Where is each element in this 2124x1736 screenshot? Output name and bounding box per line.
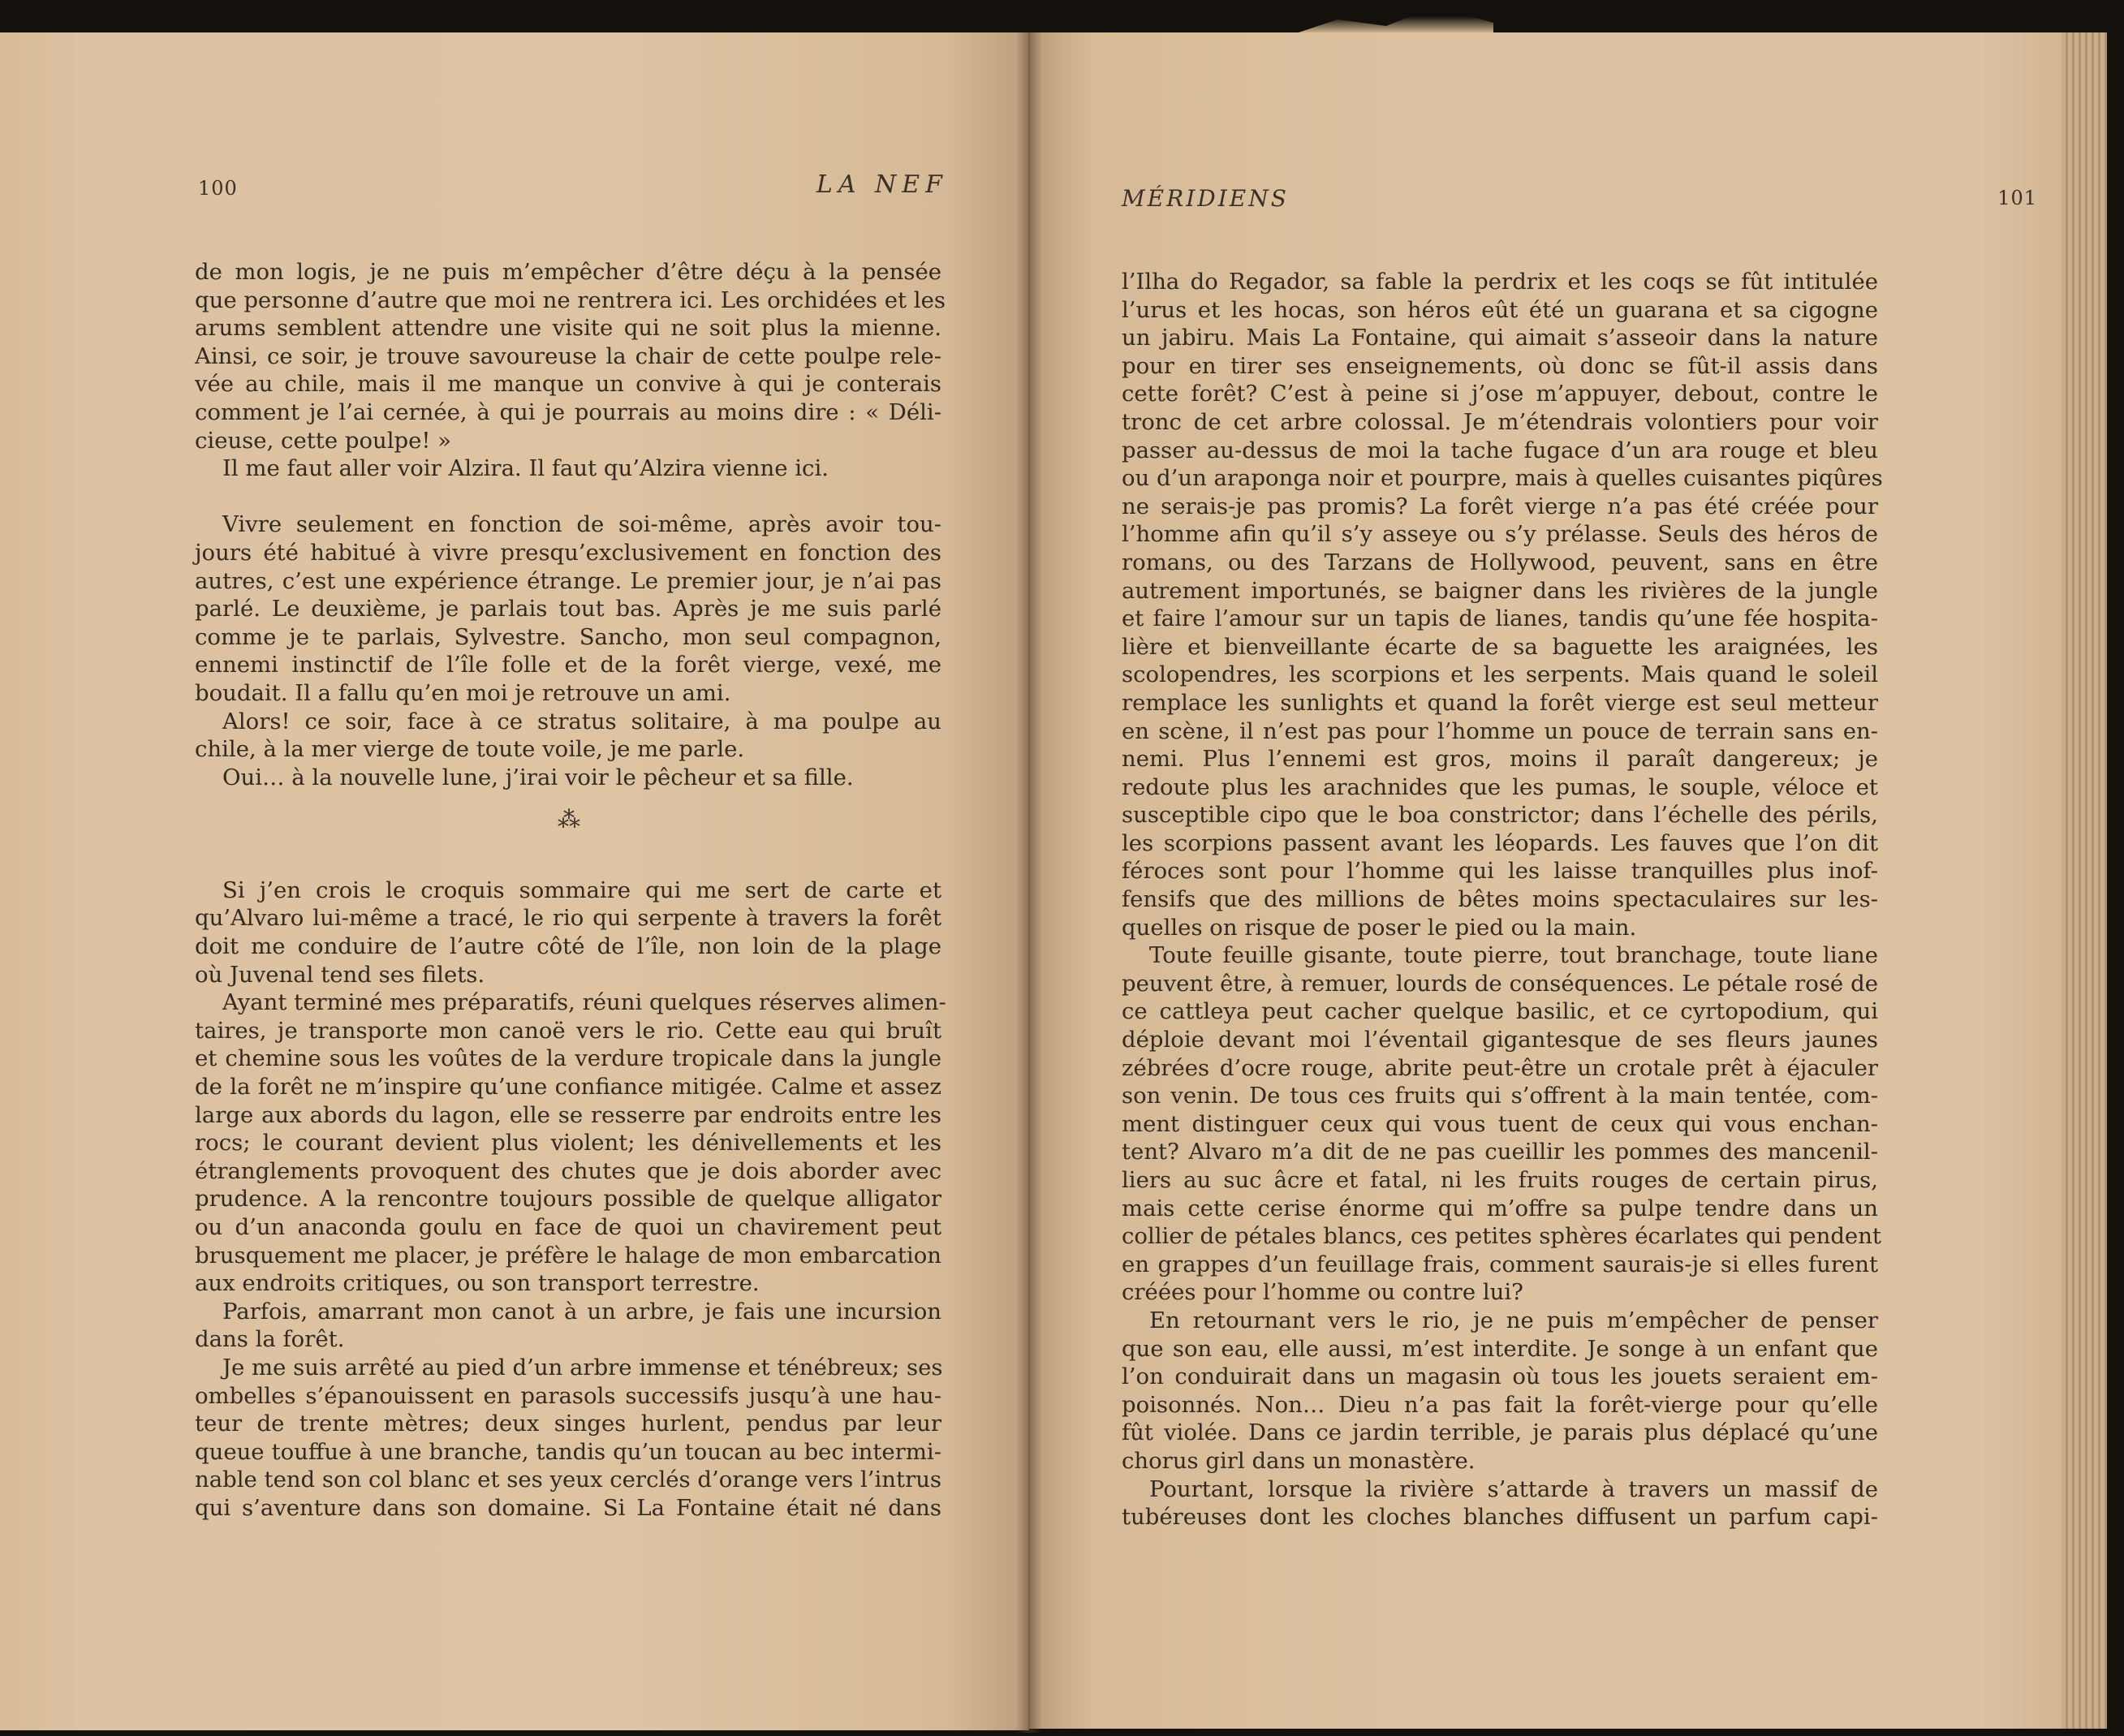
text-line: jours été habitué à vivre presqu’exclusivement en fonction des [195, 539, 941, 566]
text-line: scolopendres, les scorpions et les serpents. Mais quand le soleil [1122, 661, 1878, 688]
text-line: boudait. Il a fallu qu’en moi je retrouve un ami. [195, 679, 731, 706]
text-line: Je me suis arrêté au pied d’un arbre immense et ténébreux; ses [222, 1354, 943, 1381]
text-line: de mon logis, je ne puis m’empêcher d’être déçu à la pensée [195, 259, 941, 285]
text-line: parlé. Le deuxième, je parlais tout bas. Après je me suis parlé [195, 596, 941, 622]
text-line: son venin. De tous ces fruits qui s’offrent à la main tentée, com- [1122, 1083, 1878, 1109]
text-line: Si j’en crois le croquis sommaire qui me sert de carte et [222, 877, 941, 903]
text-line: comment je l’ai cernée, à qui je pourrais au moins dire : « Déli- [195, 398, 941, 425]
text-line: Vivre seulement en fonction de soi-même, après avoir tou- [222, 511, 941, 538]
text-line: taires, je transporte mon canoë vers le rio. Cette eau qui bruît [195, 1017, 941, 1044]
text-line: et chemine sous les voûtes de la verdure tropicale dans la jungle [195, 1045, 941, 1072]
text-line: ou d’un araponga noir et pourpre, mais à quelles cuisantes piqûres [1122, 465, 1883, 492]
text-line: tronc de cet arbre colossal. Je m’étendrais volontiers pour voir [1122, 408, 1878, 435]
text-line: l’Ilha do Regador, sa fable la perdrix et les coqs se fût intitulée [1122, 269, 1878, 295]
text-line: tubéreuses dont les cloches blanches diffusent un parfum capi- [1122, 1504, 1878, 1531]
text-line: Parfois, amarrant mon canot à un arbre, je fais une incursion [222, 1298, 941, 1325]
text-line: comme je te parlais, Sylvestre. Sancho, mon seul compagnon, [195, 623, 941, 650]
text-line: poisonnés. Non… Dieu n’a pas fait la forêt-vierge pour qu’elle [1122, 1391, 1878, 1418]
text-line: que son eau, elle aussi, m’est interdite. Je songe à un enfant que [1122, 1335, 1878, 1362]
text-line: ombelles s’épanouissent en parasols successifs jusqu’à une hau- [195, 1382, 941, 1409]
text-line: chile, à la mer vierge de toute voile, je me parle. [195, 736, 745, 763]
text-line: fensifs que des millions de bêtes moins spectaculaires sur les- [1122, 886, 1878, 913]
book-gutter [1016, 32, 1042, 1733]
page-edges [2062, 32, 2107, 1729]
text-line: prudence. A la rencontre toujours possible de quelque alligator [195, 1186, 941, 1213]
text-line: ne serais-je pas promis? La forêt vierge n’a pas été créée pour [1122, 493, 1878, 519]
text-line: mais cette cerise énorme qui m’offre sa pulpe tendre dans un [1122, 1195, 1878, 1221]
text-line: ment distinguer ceux qui vous tuent de ceux qui vous enchan- [1122, 1110, 1878, 1137]
text-line: queue touffue à une branche, tandis qu’un toucan au bec intermi- [195, 1438, 941, 1465]
text-line: nemi. Plus l’ennemi est gros, moins il paraît dangereux; je [1122, 746, 1878, 773]
text-line: Pourtant, lorsque la rivière s’attarde à travers un massif de [1149, 1475, 1878, 1502]
text-line: nable tend son col blanc et ses yeux cerclés d’orange vers l’intrus [195, 1467, 942, 1493]
text-line: Il me faut aller voir Alzira. Il faut qu’Alzira vienne ici. [222, 455, 829, 482]
left-page [0, 32, 1029, 1730]
text-line: brusquement me placer, je préfère le halage de mon embarcation [195, 1242, 941, 1269]
text-line: féroces sont pour l’homme qui les laisse tranquilles plus inof- [1122, 858, 1878, 885]
text-line: tent? Alvaro m’a dit de ne pas cueillir les pommes des mancenil- [1122, 1139, 1878, 1165]
text-line: créées pour l’homme ou contre lui? [1122, 1279, 1523, 1306]
right-page [1029, 32, 2081, 1729]
text-line: Oui… à la nouvelle lune, j’irai voir le pêcheur et sa fille. [222, 764, 854, 790]
text-line: chorus girl dans un monastère. [1122, 1447, 1476, 1474]
text-line: l’homme afin qu’il s’y asseye ou s’y prélasse. Seuls des héros de [1122, 521, 1878, 548]
text-line: en grappes d’un feuillage frais, comment saurais-je si elles furent [1122, 1251, 1878, 1277]
left-body-text [195, 258, 946, 1523]
text-line: Ayant terminé mes préparatifs, réuni quelques réserves alimen- [222, 989, 946, 1016]
text-line: large aux abords du lagon, elle se resserre par endroits entre les [195, 1101, 941, 1128]
paragraph-gap [195, 848, 941, 877]
text-line: aux endroits critiques, ou son transport terrestre. [195, 1270, 760, 1297]
text-line: autres, c’est une expérience étrange. Le premier jour, je n’ai pas [195, 567, 941, 594]
text-line: qu’Alvaro lui-même a tracé, le rio qui serpente à travers la forêt [195, 905, 941, 932]
text-line: qui s’aventure dans son domaine. Si La Fontaine était né dans [195, 1494, 941, 1521]
text-line: et faire l’amour sur un tapis de lianes, tandis qu’une fée hospita- [1122, 605, 1878, 632]
torn-top-edge [1299, 0, 1493, 32]
text-line: lière et bienveillante écarte de sa baguette les araignées, les [1122, 633, 1878, 660]
text-line: ce cattleya peut cacher quelque basilic, et ce cyrtopodium, qui [1122, 998, 1878, 1025]
text-line: arums semblent attendre une visite qui ne soit plus la mienne. [195, 315, 941, 342]
text-line: que personne d’autre que moi ne rentrera ici. Les orchidées et les [195, 286, 946, 313]
text-line: cieuse, cette poulpe! » [195, 427, 452, 454]
text-line: Toute feuille gisante, toute pierre, tout branchage, toute liane [1149, 942, 1878, 969]
text-line: Alors! ce soir, face à ce stratus solitaire, à ma poulpe au [222, 708, 941, 734]
right-body-text [1122, 268, 1883, 1531]
text-line: peuvent être, à remuer, lourds de conséquences. Le pétale rosé de [1122, 970, 1878, 997]
text-line: autrement importunés, se baigner dans les rivières de la jungle [1122, 577, 1878, 604]
text-line: l’on conduirait dans un magasin où tous les jouets seraient em- [1122, 1363, 1878, 1390]
right-running-head: MÉRIDIENS [1122, 185, 1289, 212]
text-line: En retournant vers le rio, je ne puis m’empêcher de penser [1149, 1307, 1878, 1333]
text-line: étranglements provoquent des chutes que je dois aborder avec [195, 1157, 941, 1184]
text-line: romans, ou des Tarzans de Hollywood, peuvent, sans en être [1122, 549, 1878, 575]
right-page-number: 101 [1997, 187, 2037, 209]
text-line: remplace les sunlights et quand la forêt vierge est seul metteur [1122, 689, 1878, 716]
text-line: doit me conduire de l’autre côté de l’île, non loin de la plage [195, 933, 941, 960]
left-page-number: 100 [198, 177, 238, 200]
text-line: passer au-dessus de moi la tache fugace d’un ara rouge et bleu [1122, 437, 1878, 463]
text-line: dans la forêt. [195, 1326, 345, 1353]
text-line: susceptible cipo que le boa constrictor; dans l’échelle des périls, [1122, 802, 1878, 829]
text-line: cette forêt? C’est à peine si j’ose m’appuyer, debout, contre le [1122, 381, 1878, 407]
text-line: liers au suc âcre et fatal, ni les fruits rouges de certain pirus, [1122, 1167, 1878, 1193]
text-line: collier de pétales blancs, ces petites sphères écarlates qui pendent [1122, 1223, 1881, 1250]
text-line: les scorpions passent avant les léopards. Les fauves que l’on dit [1122, 829, 1878, 856]
text-line: ou d’un anaconda goulu en face de quoi un chavirement peut [195, 1214, 941, 1240]
section-ornament: ⁂ [558, 806, 579, 834]
left-running-head: LA NEF [816, 170, 948, 199]
text-line: pour en tirer ses enseignements, où donc se fût-il assis dans [1122, 352, 1878, 379]
text-line: déploie devant moi l’éventail gigantesque de ses fleurs jaunes [1122, 1027, 1878, 1053]
text-line: l’urus et les hocas, son héros eût été un guarana et sa cigogne [1122, 296, 1878, 323]
text-line: où Juvenal tend ses filets. [195, 961, 485, 988]
text-line: de la forêt ne m’inspire qu’une confiance mitigée. Calme et assez [195, 1074, 941, 1101]
text-line: Ainsi, ce soir, je trouve savoureuse la chair de cette poulpe rele- [195, 342, 941, 369]
text-line: teur de trente mètres; deux singes hurlent, pendus par leur [195, 1411, 941, 1437]
text-line: rocs; le courant devient plus violent; les dénivellements et les [195, 1130, 941, 1157]
text-line: ennemi instinctif de l’île folle et de la forêt vierge, vexé, me [195, 652, 941, 678]
text-line: fût violée. Dans ce jardin terrible, je parais plus déplacé qu’une [1122, 1419, 1878, 1446]
text-line: vée au chile, mais il me manque un convive à qui je conterais [195, 371, 941, 398]
text-line: redoute plus les arachnides que les pumas, le souple, véloce et [1122, 773, 1878, 800]
text-line: en scène, il n’est pas pour l’homme un pouce de terrain sans en- [1122, 717, 1878, 744]
paragraph-gap [195, 483, 941, 511]
text-line: quelles on risque de poser le pied ou la main. [1122, 914, 1637, 941]
text-line: un jabiru. Mais La Fontaine, qui aimait s’asseoir dans la nature [1122, 325, 1878, 351]
text-line: zébrées d’ocre rouge, abrite peut-être un crotale prêt à éjaculer [1122, 1054, 1878, 1081]
